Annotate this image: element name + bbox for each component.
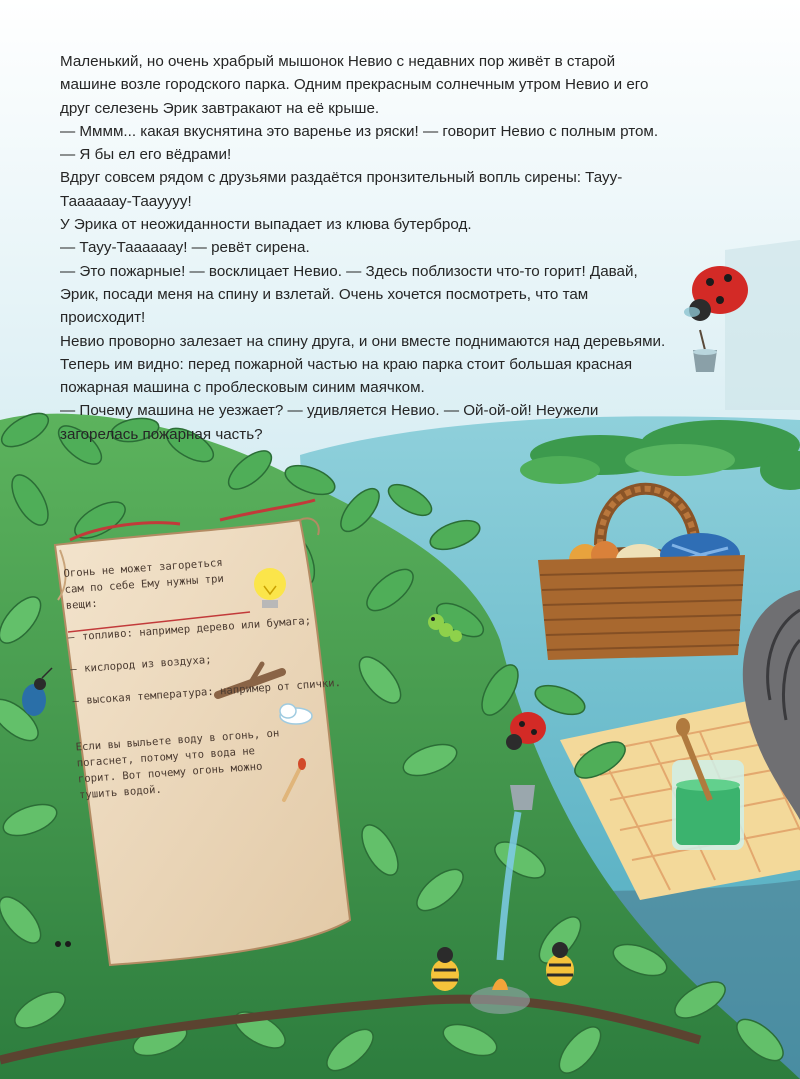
distant-building <box>725 240 800 410</box>
note-item-heat: – высокая температура: например от спички. <box>72 673 362 709</box>
story-paragraph: — Тауу-Таааааау! — ревёт сирена. <box>60 239 310 257</box>
story-paragraph: Невио проворно залезает на спину друга, и они вместе поднимаются над деревьями. Теперь им видно: перед пожарной частью на краю парка стоит большая красная пожарная машина с проблесковым синим маячком. <box>60 332 666 397</box>
note-intro: Огонь не может загореться сам по себе Ему нужны три вещи: <box>63 556 225 612</box>
story-paragraph: У Эрика от неожиданности выпадает из клюва бутерброд. <box>60 216 472 234</box>
story-paragraph: — Это пожарные! — восклицает Невио. — Здесь поблизости что-то горит! Давай, Эрик, посади меня на спину и взлетай. Очень хочется посмотреть, что там происходит! <box>60 262 638 327</box>
note-item-oxygen: – кислород из воздуха; <box>70 642 360 678</box>
story-text <box>60 50 670 446</box>
note-item-fuel: – топливо: например дерево или бумага; <box>67 610 357 646</box>
story-paragraph: Вдруг совсем рядом с друзьями раздаётся пронзительный вопль сирены: Тауу-Таааааау-Таауууу! <box>60 169 623 210</box>
story-paragraph: Маленький, но очень храбрый мышонок Невио с недавних пор живёт в старой машине возле городского парка. Одним прекрасным солнечным утром Невио и его друг селезень Эрик завтракают на её крыше. <box>60 53 649 117</box>
fire-facts-note <box>63 546 369 804</box>
story-paragraph: — Мммм... какая вкуснятина это варенье из ряски! — говорит Невио с полным ртом. — Я бы ел его вёдрами! <box>60 122 659 164</box>
note-outro: Если вы выльете воду в огонь, он погаснет, потому что вода не горит. Вот почему огонь можно тушить водой. <box>75 727 280 802</box>
story-paragraph: — Почему машина не уезжает? — удивляется Невио. — Ой-ой-ой! Неужели загорелась пожарная часть? <box>60 402 599 443</box>
